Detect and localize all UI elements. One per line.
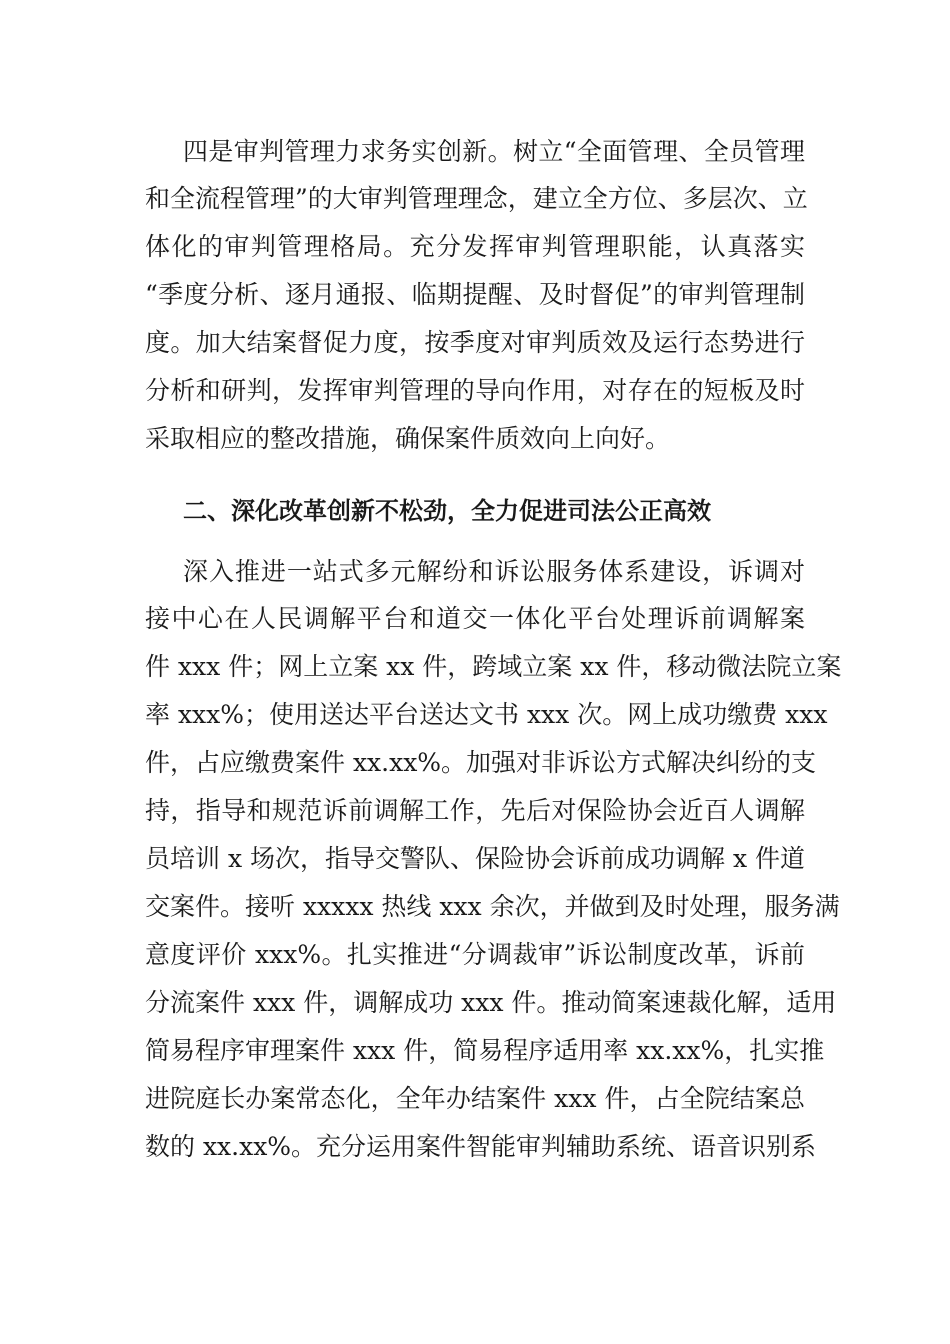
paragraph-line: 简易程序审理案件 xxx 件，简易程序适用率 xx.xx%，扎实推 (145, 1036, 825, 1065)
paragraph-line: 员培训 x 场次，指导交警队、保险协会诉前成功调解 x 件道 (145, 844, 805, 873)
paragraph-line: 持，指导和规范诉前调解工作，先后对保险协会近百人调解 (145, 796, 805, 825)
paragraph-line: 进院庭长办案常态化，全年办结案件 xxx 件，占全院结案总 (145, 1084, 805, 1113)
paragraph-line: 深入推进一站式多元解纷和诉讼服务体系建设，诉调对 (183, 557, 805, 586)
paragraph-line: 意度评价 xxx%。扎实推进“分调裁审”诉讼制度改革，诉前 (145, 940, 805, 969)
paragraph-line: 数的 xx.xx%。充分运用案件智能审判辅助系统、语音识别系 (145, 1132, 817, 1161)
paragraph-line: 采取相应的整改措施，确保案件质效向上向好。 (145, 424, 671, 453)
paragraph-line: 分流案件 xxx 件，调解成功 xxx 件。推动简案速裁化解，适用 (145, 988, 837, 1017)
paragraph-line: 交案件。接听 xxxxx 热线 xxx 余次，并做到及时处理，服务满 (145, 892, 840, 921)
paragraph-line: 度。加大结案督促力度，按季度对审判质效及运行态势进行 (145, 328, 805, 357)
section-heading: 二、深化改革创新不松劲，全力促进司法公正高效 (183, 497, 711, 525)
paragraph-line: 分析和研判，发挥审判管理的导向作用，对存在的短板及时 (145, 376, 805, 405)
paragraph-line: 接中心在人民调解平台和道交一体化平台处理诉前调解案 (145, 604, 805, 633)
paragraph-line: 四是审判管理力求务实创新。树立“全面管理、全员管理 (183, 137, 805, 166)
paragraph-line: 件，占应缴费案件 xx.xx%。加强对非诉讼方式解决纠纷的支 (145, 748, 817, 777)
paragraph-line: 体化的审判管理格局。充分发挥审判管理职能，认真落实 (145, 232, 805, 261)
paragraph-line: 件 xxx 件；网上立案 xx 件，跨域立案 xx 件，移动微法院立案 (145, 652, 842, 681)
paragraph-line: 率 xxx%；使用送达平台送达文书 xxx 次。网上成功缴费 xxx (145, 700, 828, 729)
paragraph-line: 和全流程管理”的大审判管理理念，建立全方位、多层次、立 (145, 184, 808, 213)
paragraph-line: “季度分析、逐月通报、临期提醒、及时督促”的审判管理制 (145, 280, 805, 309)
